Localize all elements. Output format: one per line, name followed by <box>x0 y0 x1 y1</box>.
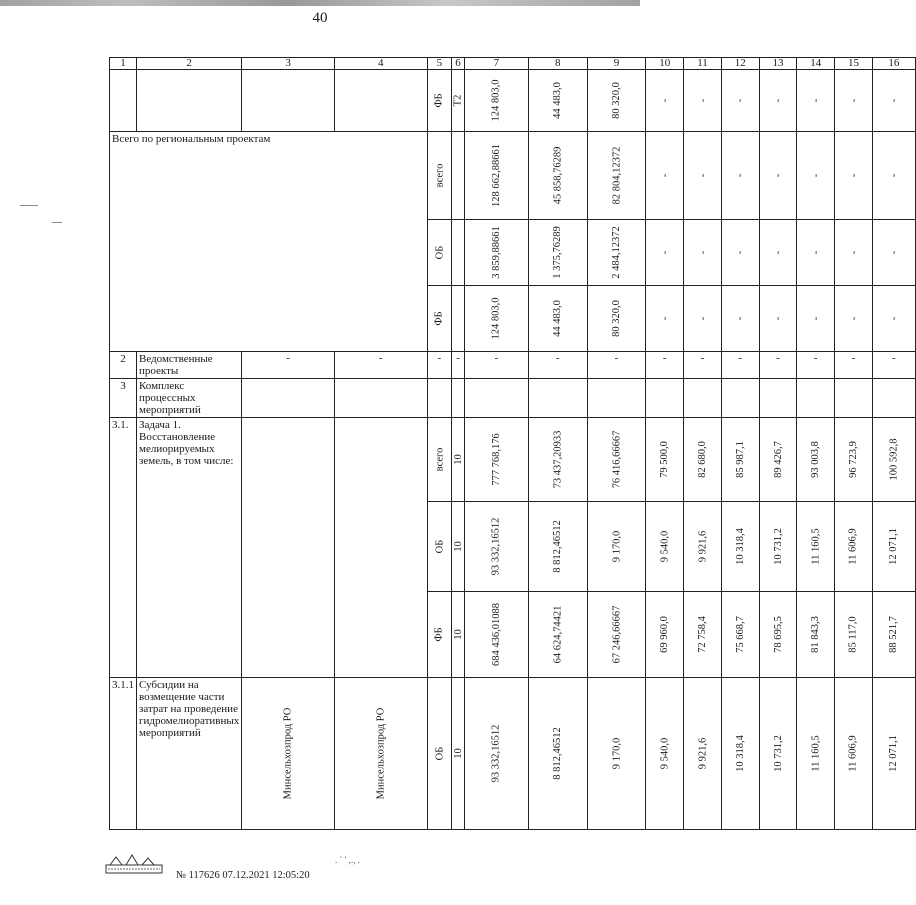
col-header: 3 <box>242 58 335 70</box>
col-header: 13 <box>759 58 797 70</box>
col-header: 8 <box>528 58 587 70</box>
value-total: 124 803,0 <box>490 79 502 122</box>
col-header: 6 <box>452 58 465 70</box>
table-row: ФБ 124 803,0 44 483,0 80 320,0 - - - - - - - <box>110 286 916 352</box>
col-header: 5 <box>427 58 452 70</box>
table-row: 3.1. Задача 1. Восстановление мелиорируемых земель, в том числе: всего 10 777 768,176 73 437,20933 76 416,66667 79 500,0 82 680,0 85 987,1 89 426,7 93 003,8 96 723,9 100 592,8 <box>110 418 916 502</box>
col-header: 14 <box>797 58 835 70</box>
table-row: 3.1.1 Субсидии на возмещение части затрат на проведение гидромелиоративных мероприятий Минсельхозпрод РО Минсельхозпрод РО ОБ 10 93 332,16512 8 812,46512 9 170,0 9 540,0 9 921,6 10 318,4 10 731,2 11 160,5 11 606,9 12 071,1 <box>110 678 916 830</box>
responsible-org: Минсельхозпрод РО <box>282 707 294 800</box>
table-row: ОБ 3 859,88661 1 375,76289 2 484,12372 - - - - - - - <box>110 220 916 286</box>
col-header: 9 <box>587 58 646 70</box>
value-year: 44 483,0 <box>552 82 564 119</box>
table-row: Всего по региональным проектам всего 128 662,88661 45 858,76289 82 804,12372 - - - - - - - <box>110 132 916 220</box>
scan-artifact <box>0 0 640 6</box>
process-complex-label: Комплекс процессных мероприятий <box>137 379 242 418</box>
task-label: Задача 1. Восстановление мелиорируемых земель, в том числе: <box>137 418 242 678</box>
table-row: ФБ Т2 124 803,0 44 483,0 80 320,0 - - - - - - - <box>110 70 916 132</box>
col-header: 2 <box>137 58 242 70</box>
table-row: ОБ 10 93 332,16512 8 812,46512 9 170,0 9 540,0 9 921,6 10 318,4 10 731,2 11 160,5 11 606,9 12 071,1 <box>110 502 916 592</box>
budget-source: ФБ <box>433 93 445 108</box>
col-header: 12 <box>721 58 759 70</box>
col-header: 7 <box>464 58 528 70</box>
col-header: 16 <box>872 58 915 70</box>
col-header: 11 <box>684 58 722 70</box>
col-header: 10 <box>646 58 684 70</box>
regional-projects-label: Всего по региональным проектам <box>110 132 428 352</box>
col-header: 15 <box>835 58 873 70</box>
table-row: 3 Комплекс процессных мероприятий <box>110 379 916 418</box>
registry-logo <box>104 853 164 875</box>
col-header: 1 <box>110 58 137 70</box>
scan-mark <box>20 205 38 206</box>
value-year: 80 320,0 <box>610 82 622 119</box>
departmental-projects-label: Ведомственные проекты <box>137 352 242 379</box>
col-header: 4 <box>334 58 427 70</box>
scan-mark <box>52 222 62 223</box>
scan-noise: . ` ' ,., . <box>335 855 360 865</box>
document-registration: № 117626 07.12.2021 12:05:20 <box>176 870 310 881</box>
page-number: 40 <box>312 10 328 26</box>
responsible-org: Минсельхозпрод РО <box>375 707 387 800</box>
target-code: Т2 <box>452 94 464 107</box>
subsidy-label: Субсидии на возмещение части затрат на проведение гидромелиоративных мероприятий <box>137 678 242 830</box>
table-row: ФБ 10 684 436,01088 64 624,74421 67 246,66667 69 960,0 72 758,4 75 668,7 78 695,5 81 843,3 85 117,0 88 521,7 <box>110 592 916 678</box>
table-row: 2 Ведомственные проекты - - - - - - - - - - - - - - <box>110 352 916 379</box>
budget-table <box>109 57 916 830</box>
header-row <box>110 58 916 70</box>
